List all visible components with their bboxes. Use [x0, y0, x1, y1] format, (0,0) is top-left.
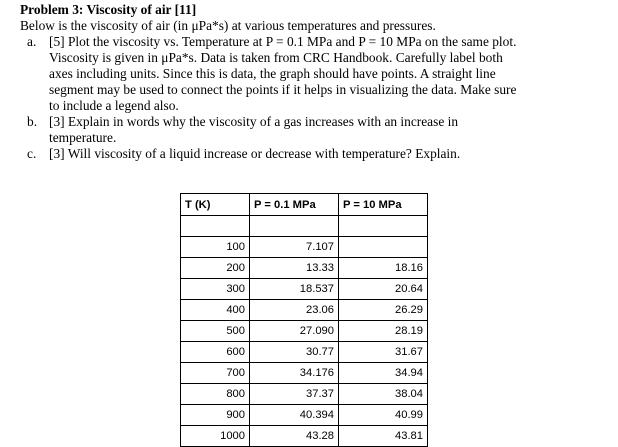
header-temperature: T (K): [181, 194, 250, 216]
part-line: [5] Plot the viscosity vs. Temperature at P = 0.1 MPa and P = 10 MPa on the same plot.: [49, 34, 517, 49]
problem-intro: Below is the viscosity of air (in μPa*s) at various temperatures and pressures.: [20, 18, 436, 33]
cell-viscosity-low: 23.06: [250, 300, 339, 321]
cell-temperature: 200: [181, 258, 250, 279]
header-pressure-high: P = 10 MPa: [339, 194, 428, 216]
table-row: [181, 384, 428, 405]
cell-temperature: 800: [181, 384, 250, 405]
table-row: [181, 426, 428, 447]
table-row: [181, 405, 428, 426]
cell-temperature: 600: [181, 342, 250, 363]
part-marker: b.: [27, 114, 38, 129]
table-body: [181, 216, 428, 447]
cell-viscosity-high: 28.19: [339, 321, 428, 342]
cell-viscosity-high: 18.16: [339, 258, 428, 279]
cell-temperature: 900: [181, 405, 250, 426]
part-body: [49, 114, 610, 146]
cell-viscosity-high: 34.94: [339, 363, 428, 384]
cell-temperature: 100: [181, 237, 250, 258]
part-line: axes including units. Since this is data, the graph should have points. A straight line: [49, 66, 496, 81]
problem-text: [20, 2, 610, 162]
table-row: [181, 342, 428, 363]
part-line: [3] Will viscosity of a liquid increase or decrease with temperature? Explain.: [49, 146, 461, 161]
table-row: [181, 237, 428, 258]
cell-temperature: 1000: [181, 426, 250, 447]
table-header-row: [181, 194, 428, 216]
cell-viscosity-high: 20.64: [339, 279, 428, 300]
cell-viscosity-low: 27.090: [250, 321, 339, 342]
cell-viscosity-low: 7.107: [250, 237, 339, 258]
table-row: [181, 363, 428, 384]
problem-part: [20, 114, 610, 146]
cell-viscosity-low: 37.37: [250, 384, 339, 405]
part-body: [49, 34, 610, 114]
cell-viscosity-low: 40.394: [250, 405, 339, 426]
problem-part: [20, 34, 610, 114]
part-line: [3] Explain in words why the viscosity of a gas increases with an increase in: [49, 114, 459, 129]
cell-temperature: 300: [181, 279, 250, 300]
cell-viscosity-high: 38.04: [339, 384, 428, 405]
part-line: temperature.: [49, 130, 117, 145]
part-line: segment may be used to connect the points if it helps in visualizing the data. Make sure: [49, 82, 517, 97]
cell-viscosity-high: 26.29: [339, 300, 428, 321]
cell-viscosity-low: 30.77: [250, 342, 339, 363]
part-marker: c.: [27, 146, 37, 161]
problem-part: [20, 146, 610, 162]
cell-viscosity-high: [339, 216, 428, 237]
part-body: [49, 146, 610, 162]
cell-viscosity-low: [250, 216, 339, 237]
problem-parts: [20, 34, 610, 162]
cell-viscosity-low: 18.537: [250, 279, 339, 300]
problem-title: Problem 3: Viscosity of air [11]: [20, 2, 197, 17]
cell-viscosity-low: 34.176: [250, 363, 339, 384]
cell-viscosity-low: 43.28: [250, 426, 339, 447]
cell-temperature: 400: [181, 300, 250, 321]
table-row: [181, 216, 428, 237]
part-marker: a.: [27, 34, 37, 49]
cell-temperature: [181, 216, 250, 237]
cell-temperature: 500: [181, 321, 250, 342]
table-row: [181, 279, 428, 300]
cell-viscosity-high: 40.99: [339, 405, 428, 426]
cell-temperature: 700: [181, 363, 250, 384]
viscosity-table: [180, 193, 428, 447]
table-row: [181, 321, 428, 342]
cell-viscosity-high: 31.67: [339, 342, 428, 363]
part-line: Viscosity is given in μPa*s. Data is taken from CRC Handbook. Carefully label both: [49, 50, 503, 65]
table-row: [181, 258, 428, 279]
cell-viscosity-high: 43.81: [339, 426, 428, 447]
cell-viscosity-high: [339, 237, 428, 258]
part-line: to include a legend also.: [49, 98, 179, 113]
cell-viscosity-low: 13.33: [250, 258, 339, 279]
table-row: [181, 300, 428, 321]
header-pressure-low: P = 0.1 MPa: [250, 194, 339, 216]
